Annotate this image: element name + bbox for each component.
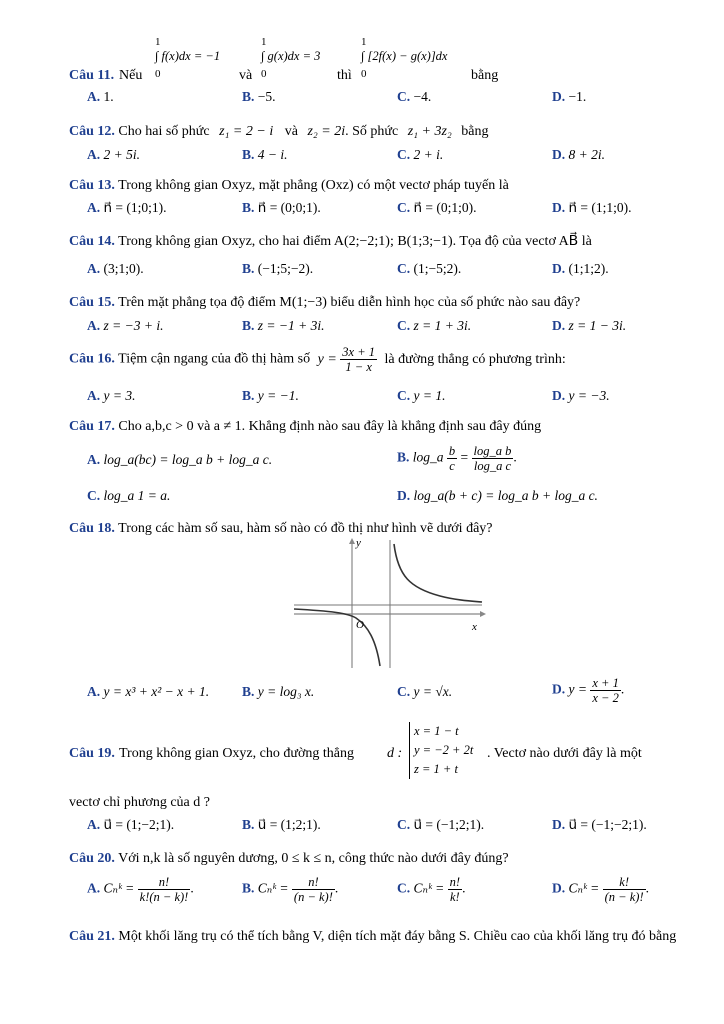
option-c[interactable]: C. 2 + i. [397,147,444,162]
lower-bound: 0 [261,68,267,80]
function-graph [290,536,486,670]
upper-bound: 1 [361,36,367,48]
option-c[interactable]: C. n⃗ = (0;1;0). [397,200,477,215]
question-text: Nếu [119,68,143,83]
left-branch [294,609,380,666]
connector-text: và [239,68,253,83]
upper-bound: 1 [155,36,161,48]
y-arrow-icon [349,538,355,544]
option-a[interactable]: A. n⃗ = (1;0;1). [87,200,167,215]
option-d[interactable]: D. u⃗ = (−1;−2;1). [552,817,647,832]
option-d[interactable]: D. Cₙᵏ = $\frac{k!}{(n - k)!}$ . [552,875,649,904]
question-21: Câu 21. Một khối lăng trụ có thể tích bằng V, diện tích mặt đáy bằng S. Chiều cao của khối lăng trụ đó bằng [69,929,677,944]
question-label: Câu 17. [69,419,115,434]
option-a[interactable]: A. (3;1;0). [87,261,144,276]
option-c[interactable]: C. z = 1 + 3i. [397,318,472,333]
question-label: Câu 15. [69,295,115,310]
question-17: Câu 17. Cho a,b,c > 0 và a ≠ 1. Khẳng định nào sau đây là khẳng định sau đây đúng [69,419,542,434]
option-a[interactable]: A. u⃗ = (1;−2;1). [87,817,175,832]
option-d[interactable]: D. −1. [552,89,587,104]
question-label: Câu 20. [69,851,115,866]
x-arrow-icon [480,611,486,617]
option-b[interactable]: B. (−1;5;−2). [242,261,314,276]
option-b[interactable]: B. −5. [242,89,276,104]
question-label: Câu 18. [69,521,115,536]
question-label: Câu 19. [69,746,115,761]
question-label: Câu 13. [69,178,115,193]
line-equation-system: x = 1 − t y = −2 + 2t z = 1 + t [409,722,473,779]
option-a[interactable]: A. y = x³ + x² − x + 1. [87,684,210,699]
option-a[interactable]: A. z = −3 + i. [87,318,164,333]
question-12: Câu 12. Cho hai số phức z₁ = 2 − i và z₂ = 2i. Số phức z₁ + 3z₂ bằng [69,124,489,139]
option-d[interactable]: D. y = −3. [552,388,610,403]
option-a[interactable]: A. log_a(bc) = log_a b + log_a c. [87,452,273,467]
option-b[interactable]: B. log_a $\frac{b}{c}$ = $\frac{\text{log\_a b}}{\text{log\_a c}}$ . [397,444,517,473]
option-b[interactable]: B. y = log₃ x. [242,684,315,699]
option-d[interactable]: D. z = 1 − 3i. [552,318,627,333]
upper-bound: 1 [261,36,267,48]
formula: z₂ = 2i [307,124,346,139]
question-label: Câu 14. [69,234,115,249]
option-c[interactable]: C. y = 1. [397,388,446,403]
option-c[interactable]: C. Cₙᵏ = $\frac{n!}{k!}$ . [397,875,466,904]
option-b[interactable]: B. y = −1. [242,388,299,403]
axis-x-label: x [472,621,477,633]
formula: z₁ = 2 − i [219,124,274,139]
question-label: Câu 21. [69,929,115,944]
option-b[interactable]: B. u⃗ = (1;2;1). [242,817,321,832]
question-13: Câu 13. Trong không gian Oxyz, mặt phẳng (Oxz) có một vectơ pháp tuyến là [69,178,509,193]
question-15: Câu 15. Trên mặt phẳng tọa độ điểm M(1;−3) biểu diễn hình học của số phức nào sau đây? [69,295,581,310]
question-label: Câu 16. [69,351,115,367]
option-c[interactable]: C. u⃗ = (−1;2;1). [397,817,485,832]
option-c[interactable]: C. (1;−5;2). [397,261,462,276]
fraction: $\frac{3x + 1}{1 - x}$ [342,345,376,374]
question-20: Câu 20. Với n,k là số nguyên dương, 0 ≤ k ≤ n, công thức nào dưới đây đúng? [69,851,509,866]
question-19-continued: vectơ chỉ phương của d ? [69,795,210,810]
integral-2: ∫ g(x)dx = 3 [261,49,321,63]
question-16: Câu 16. Tiệm cận ngang của đồ thị hàm số y = $\frac{3x + 1}{1 - x}$ là đường thẳng có phương trình: [69,345,566,374]
option-d[interactable]: D. log_a(b + c) = log_a b + log_a c. [397,488,598,503]
option-d[interactable]: D. n⃗ = (1;1;0). [552,200,632,215]
option-c[interactable]: C. −4. [397,89,432,104]
axis-y-label: y [356,537,361,549]
question-18: Câu 18. Trong các hàm số sau, hàm số nào có đồ thị như hình vẽ dưới đây? [69,521,493,536]
option-a[interactable]: A. 2 + 5i. [87,147,140,162]
lower-bound: 0 [361,68,367,80]
option-a[interactable]: A. 1. [87,89,114,104]
option-a[interactable]: A. Cₙᵏ = $\frac{n!}{k!(n - k)!}$ . [87,875,194,904]
question-label: Câu 12. [69,124,115,139]
option-c[interactable]: C. log_a 1 = a. [87,488,171,503]
connector-text: bằng [471,68,499,83]
lower-bound: 0 [155,68,161,80]
option-b[interactable]: B. n⃗ = (0;0;1). [242,200,321,215]
integral-1: ∫ f(x)dx = −1 [155,49,221,63]
question-14: Câu 14. Trong không gian Oxyz, cho hai điểm A(2;−2;1); B(1;3;−1). Tọa độ của vectơ AB⃗ là [69,234,592,249]
origin-label: O [356,619,364,631]
option-d[interactable]: D. (1;1;2). [552,261,609,276]
connector-text: thì [337,68,352,83]
option-d[interactable]: D. y = $\frac{x + 1}{x - 2}$ . [552,676,625,705]
question-label: Câu 11. [69,68,115,83]
integral-3: ∫ [2f(x) − g(x)]dx [361,49,448,63]
option-c[interactable]: C. y = √x. [397,684,453,699]
formula: z₁ + 3z₂ [407,124,452,139]
option-b[interactable]: B. z = −1 + 3i. [242,318,325,333]
right-branch [394,544,482,602]
option-b[interactable]: B. Cₙᵏ = $\frac{n!}{(n - k)!}$ . [242,875,339,904]
option-b[interactable]: B. 4 − i. [242,147,288,162]
option-a[interactable]: A. y = 3. [87,388,136,403]
option-d[interactable]: D. 8 + 2i. [552,147,605,162]
